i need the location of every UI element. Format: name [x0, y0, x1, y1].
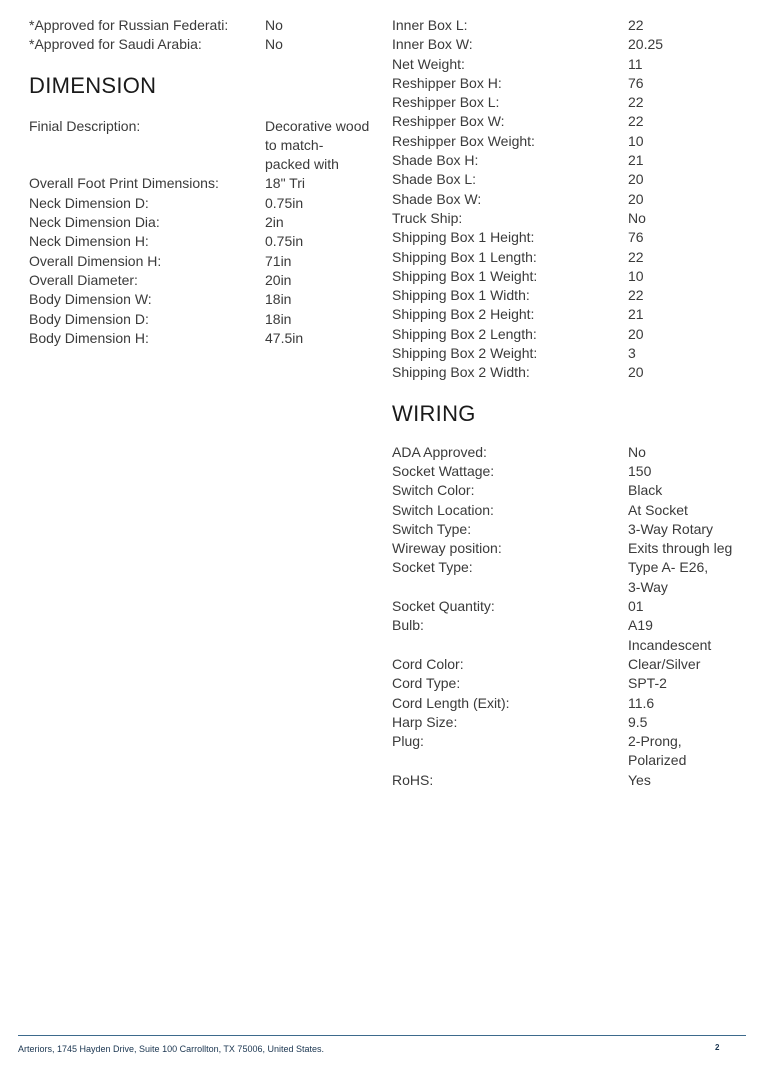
- spec-row: [392, 558, 742, 597]
- spec-label: Reshipper Box Weight:: [392, 132, 535, 149]
- spec-value: Clear/Silver: [628, 655, 701, 672]
- spec-row: [392, 325, 742, 344]
- spec-value: 18" Tri: [265, 175, 305, 192]
- spec-label: Shipping Box 2 Length:: [392, 325, 537, 342]
- spec-value: No: [265, 36, 283, 53]
- spec-value: No: [265, 17, 283, 33]
- spec-label: Overall Diameter:: [29, 271, 138, 288]
- spec-row: [392, 732, 742, 771]
- spec-label: Inner Box L:: [392, 17, 468, 33]
- spec-value: 150: [628, 462, 652, 479]
- spec-label: Shipping Box 1 Width:: [392, 287, 530, 304]
- spec-value: SPT-2: [628, 675, 667, 692]
- spec-row: [392, 363, 742, 382]
- spec-row: [392, 209, 742, 228]
- spec-value: 0.75in: [265, 194, 304, 211]
- spec-label: Socket Wattage:: [392, 462, 495, 479]
- spec-label: Reshipper Box L:: [392, 94, 500, 111]
- spec-row: [392, 16, 742, 35]
- spec-label: Shipping Box 1 Height:: [392, 229, 535, 246]
- spec-label: Bulb:: [392, 617, 424, 634]
- wiring-list: [392, 443, 742, 790]
- spec-label: Wireway position:: [392, 540, 502, 557]
- spec-row: [392, 35, 742, 54]
- spec-row: [392, 344, 742, 363]
- spec-label: Reshipper Box W:: [392, 113, 505, 130]
- spec-row: [29, 252, 374, 271]
- spec-value: 11: [628, 55, 643, 72]
- spec-row: [29, 16, 374, 35]
- spec-row: [392, 190, 742, 209]
- spec-value: Exits through leg: [628, 540, 733, 557]
- spec-value: At Socket: [628, 501, 688, 518]
- spec-value: 20in: [265, 271, 292, 288]
- spec-label: Cord Color:: [392, 655, 464, 672]
- spec-row: [392, 443, 742, 462]
- spec-row: [392, 170, 742, 189]
- spec-value: 76: [628, 229, 644, 246]
- spec-value: 2-Prong, Polarized: [628, 733, 687, 769]
- spec-row: [29, 329, 374, 348]
- spec-row: [29, 117, 374, 175]
- box-specs-list: [392, 16, 742, 383]
- spec-label: Neck Dimension H:: [29, 233, 149, 250]
- spec-value: 22: [628, 287, 644, 304]
- spec-row: [392, 694, 742, 713]
- spec-row: [392, 151, 742, 170]
- spec-label: *Approved for Russian Federati:: [29, 17, 229, 33]
- spec-label: Body Dimension D:: [29, 310, 149, 327]
- spec-label: Shade Box H:: [392, 152, 479, 169]
- spec-value: 11.6: [628, 694, 655, 711]
- spec-value: 3-Way Rotary: [628, 520, 714, 537]
- spec-label: *Approved for Saudi Arabia:: [29, 36, 202, 53]
- spec-value: 18in: [265, 291, 292, 308]
- spec-label: Overall Foot Print Dimensions:: [29, 175, 219, 192]
- spec-row: [392, 539, 742, 558]
- spec-row: [392, 228, 742, 247]
- spec-label: Shipping Box 2 Weight:: [392, 345, 538, 362]
- spec-label: Switch Type:: [392, 520, 472, 537]
- page-number: 2: [715, 1043, 720, 1052]
- right-column: [392, 16, 742, 790]
- spec-value: 22: [628, 113, 644, 130]
- spec-row: [392, 267, 742, 286]
- spec-value: 18in: [265, 310, 292, 327]
- spec-label: Truck Ship:: [392, 209, 463, 226]
- footer-address: Arteriors, 1745 Hayden Drive, Suite 100 Carrollton, TX 75006, United States.: [18, 1044, 324, 1054]
- spec-value: 10: [628, 267, 644, 284]
- spec-row: [392, 520, 742, 539]
- spec-value: 21: [628, 152, 644, 169]
- spec-value: 01: [628, 598, 644, 615]
- spec-value: No: [628, 209, 646, 226]
- spec-value: Black: [628, 482, 663, 499]
- spec-value: 20.25: [628, 36, 664, 53]
- spec-row: [392, 655, 742, 674]
- wiring-heading: WIRING: [392, 400, 476, 426]
- spec-label: Shipping Box 2 Height:: [392, 306, 535, 323]
- spec-row: [29, 194, 374, 213]
- spec-value: 9.5: [628, 713, 648, 730]
- spec-row: [392, 713, 742, 732]
- approvals-list: [29, 16, 374, 55]
- spec-row: [392, 93, 742, 112]
- spec-label: Neck Dimension Dia:: [29, 214, 160, 231]
- spec-row: [392, 771, 742, 790]
- spec-value: 22: [628, 94, 644, 111]
- spec-label: Body Dimension W:: [29, 291, 152, 308]
- spec-row: [29, 213, 374, 232]
- spec-label: Shade Box L:: [392, 171, 477, 188]
- spec-value: 20: [628, 325, 644, 342]
- spec-value: 20: [628, 171, 644, 188]
- spec-row: [392, 597, 742, 616]
- spec-label: Switch Location:: [392, 501, 494, 518]
- spec-label: Overall Dimension H:: [29, 252, 162, 269]
- spec-label: Socket Quantity:: [392, 598, 495, 615]
- spec-row: [392, 55, 742, 74]
- spec-row: [392, 74, 742, 93]
- spec-value: 3: [628, 345, 636, 362]
- spec-label: Net Weight:: [392, 55, 465, 72]
- spec-label: Inner Box W:: [392, 36, 473, 53]
- left-column: [29, 16, 374, 348]
- spec-row: [392, 674, 742, 693]
- spec-value: 76: [628, 74, 644, 91]
- spec-row: [392, 481, 742, 500]
- spec-label: Shipping Box 1 Weight:: [392, 267, 538, 284]
- spec-row: [392, 132, 742, 151]
- spec-label: Switch Color:: [392, 482, 475, 499]
- spec-row: [392, 305, 742, 324]
- spec-row: [29, 290, 374, 309]
- spec-value: No: [628, 443, 646, 460]
- spec-value: 21: [628, 306, 644, 323]
- spec-label: Shipping Box 1 Length:: [392, 248, 537, 265]
- spec-value: 20: [628, 190, 644, 207]
- spec-row: [392, 501, 742, 520]
- spec-value: Type A- E26, 3-Way: [628, 559, 709, 595]
- spec-label: Harp Size:: [392, 713, 458, 730]
- spec-row: [392, 248, 742, 267]
- footer-divider: [18, 1035, 746, 1036]
- spec-row: [29, 271, 374, 290]
- spec-row: [29, 232, 374, 251]
- spec-value: Yes: [628, 771, 651, 788]
- spec-row: [392, 112, 742, 131]
- spec-label: ADA Approved:: [392, 443, 487, 460]
- spec-label: Shipping Box 2 Width:: [392, 364, 530, 381]
- spec-value: 0.75in: [265, 233, 304, 250]
- spec-label: Shade Box W:: [392, 190, 482, 207]
- spec-row: [29, 310, 374, 329]
- spec-label: Reshipper Box H:: [392, 74, 502, 91]
- spec-value: 22: [628, 248, 644, 265]
- spec-label: Plug:: [392, 733, 424, 750]
- spec-value: A19 Incandescent: [628, 617, 712, 653]
- spec-label: Socket Type:: [392, 559, 473, 576]
- spec-value: Decorative wood to match- packed with: [265, 117, 370, 173]
- spec-label: Cord Type:: [392, 675, 461, 692]
- spec-label: Finial Description:: [29, 117, 141, 134]
- spec-row: [392, 616, 742, 655]
- spec-value: 10: [628, 132, 644, 149]
- spec-row: [392, 462, 742, 481]
- spec-label: RoHS:: [392, 771, 434, 788]
- spec-value: 22: [628, 17, 644, 33]
- spec-value: 2in: [265, 214, 284, 231]
- spec-row: [392, 286, 742, 305]
- spec-value: 20: [628, 364, 644, 381]
- spec-row: [29, 35, 374, 54]
- spec-value: 71in: [265, 252, 292, 269]
- spec-label: Body Dimension H:: [29, 329, 149, 346]
- dimension-heading: DIMENSION: [29, 72, 157, 98]
- dimension-list: [29, 117, 374, 349]
- spec-label: Cord Length (Exit):: [392, 694, 510, 711]
- spec-label: Neck Dimension D:: [29, 194, 149, 211]
- spec-row: [29, 174, 374, 193]
- spec-value: 47.5in: [265, 329, 304, 346]
